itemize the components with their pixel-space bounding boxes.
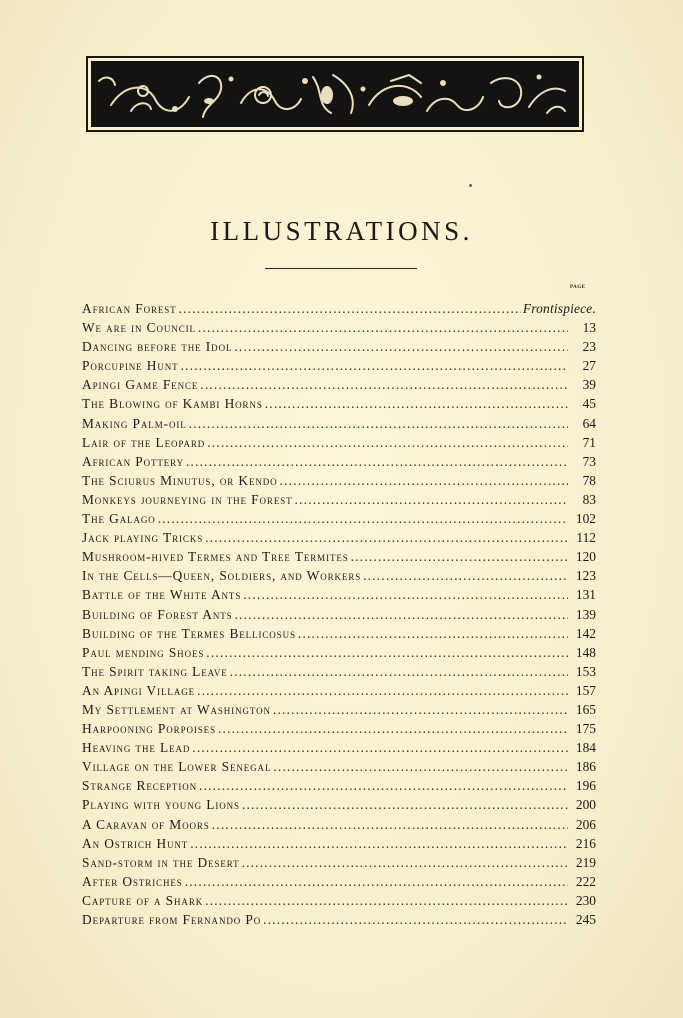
dot-leader — [298, 624, 568, 643]
ornamental-banner — [86, 56, 584, 132]
page-column-label: PAGE — [570, 285, 586, 290]
page-number: 245 — [575, 912, 596, 927]
illustration-title: The Galago — [82, 511, 156, 527]
illustration-title: A Caravan of Moors — [82, 816, 210, 832]
dot-leader — [189, 414, 568, 433]
dot-leader — [198, 318, 568, 337]
dot-leader — [192, 738, 568, 757]
illustration-title: We are in Council — [82, 320, 196, 336]
list-item — [82, 585, 596, 604]
page-number: 45 — [582, 396, 596, 412]
dot-leader — [242, 853, 568, 872]
page-number: 148 — [575, 644, 596, 660]
illustrations-list — [82, 299, 596, 929]
illustration-title: Sand-storm in the Desert — [82, 854, 240, 870]
list-item — [82, 700, 596, 719]
list-item — [82, 356, 596, 375]
list-item — [82, 605, 596, 624]
page-number: 184 — [575, 740, 596, 756]
illustration-title: Paul mending Shoes — [82, 644, 205, 660]
illustration-title: Capture of a Shark — [82, 892, 204, 908]
illustration-title: Harpooning Porpoises — [82, 721, 216, 737]
dot-leader — [158, 509, 568, 528]
page-number: 219 — [575, 854, 596, 870]
page-number: 200 — [575, 797, 596, 813]
illustration-title: After Ostriches — [82, 873, 183, 889]
page-number: 120 — [575, 549, 596, 565]
list-item — [82, 815, 596, 834]
dot-leader — [205, 528, 568, 547]
list-item — [82, 490, 596, 509]
list-item — [82, 337, 596, 356]
dot-leader — [212, 815, 568, 834]
list-item — [82, 299, 596, 318]
dot-leader — [243, 585, 568, 604]
illustration-title: An Ostrich Hunt — [82, 835, 189, 851]
illustration-title: Heaving the Lead — [82, 740, 191, 756]
list-item — [82, 375, 596, 394]
dot-leader — [235, 605, 568, 624]
banner-engraving — [91, 61, 579, 127]
page-number: 131 — [575, 587, 596, 603]
illustration-title: Strange Reception — [82, 778, 198, 794]
list-item — [82, 834, 596, 853]
dot-leader — [230, 662, 568, 681]
page-number: 196 — [575, 778, 596, 794]
dot-leader — [351, 547, 568, 566]
page-number: 142 — [575, 625, 596, 641]
page-number: 230 — [575, 892, 596, 908]
dot-leader — [295, 490, 568, 509]
dot-leader — [363, 566, 568, 585]
dot-leader — [185, 872, 568, 891]
illustration-title: Village on the Lower Senegal — [82, 759, 272, 775]
list-item — [82, 452, 596, 471]
illustration-title: My Settlement at Washington — [82, 701, 271, 717]
dot-leader — [200, 375, 568, 394]
dot-leader — [186, 452, 568, 471]
page-number: 216 — [575, 835, 596, 851]
dot-leader — [206, 643, 568, 662]
list-item — [82, 719, 596, 738]
dot-leader — [242, 795, 568, 814]
page-number: 153 — [575, 663, 596, 679]
list-item — [82, 853, 596, 872]
page-number: 64 — [582, 415, 596, 431]
list-item — [82, 776, 596, 795]
list-item — [82, 394, 596, 413]
list-item — [82, 433, 596, 452]
page-number: 13 — [582, 320, 596, 336]
page-number: 222 — [575, 873, 596, 889]
illustration-title: Apingi Game Fence — [82, 377, 199, 393]
illustration-title: An Apingi Village — [82, 682, 196, 698]
dot-leader — [207, 433, 568, 452]
list-item — [82, 547, 596, 566]
page-number: 78 — [582, 472, 596, 488]
list-item — [82, 795, 596, 814]
illustration-title: African Pottery — [82, 453, 184, 469]
illustration-title: Playing with young Lions — [82, 797, 240, 813]
page-number: 186 — [575, 759, 596, 775]
list-item — [82, 910, 596, 929]
page-number: 157 — [575, 682, 596, 698]
ink-speck — [469, 184, 472, 187]
page-number: 139 — [575, 606, 596, 622]
page-number: 73 — [582, 453, 596, 469]
illustration-title: Making Palm-oil — [82, 415, 187, 431]
dot-leader — [199, 776, 568, 795]
page-number: 165 — [575, 701, 596, 717]
illustration-title: Monkeys journeying in the Forest — [82, 491, 293, 507]
title-rule — [265, 268, 417, 269]
list-item — [82, 566, 596, 585]
page-number: 39 — [582, 377, 596, 393]
dot-leader — [179, 299, 521, 318]
dot-leader — [205, 891, 568, 910]
page-number: 123 — [575, 568, 596, 584]
illustration-title: Lair of the Leopard — [82, 434, 206, 450]
illustration-title: Jack playing Tricks — [82, 530, 204, 546]
illustration-title: Departure from Fernando Po — [82, 912, 262, 927]
illustration-title: Building of the Termes Bellicosus — [82, 625, 296, 641]
page-number: 206 — [575, 816, 596, 832]
illustration-title: African Forest — [82, 301, 177, 316]
list-item — [82, 414, 596, 433]
dot-leader — [197, 681, 568, 700]
dot-leader — [280, 471, 568, 490]
list-item — [82, 624, 596, 643]
dot-leader — [273, 757, 568, 776]
list-item — [82, 681, 596, 700]
page-number: Frontispiece. — [522, 301, 596, 316]
illustration-title: Building of Forest Ants — [82, 606, 233, 622]
illustration-title: Mushroom-hived Termes and Tree Termites — [82, 549, 349, 565]
ornament-image — [91, 61, 579, 127]
list-item — [82, 509, 596, 528]
list-item — [82, 471, 596, 490]
illustration-title: In the Cells—Queen, Soldiers, and Workers — [82, 568, 362, 584]
list-item — [82, 318, 596, 337]
list-item — [82, 662, 596, 681]
page-number: 102 — [575, 511, 596, 527]
illustration-title: The Sciurus Minutus, or Kendo — [82, 472, 278, 488]
page-number: 175 — [575, 721, 596, 737]
page-number: 112 — [576, 530, 596, 546]
dot-leader — [265, 394, 568, 413]
illustration-title: Porcupine Hunt — [82, 358, 179, 374]
illustration-title: The Blowing of Kambi Horns — [82, 396, 263, 412]
page-number: 83 — [582, 491, 596, 507]
list-item — [82, 872, 596, 891]
illustration-title: The Spirit taking Leave — [82, 663, 228, 679]
list-item — [82, 891, 596, 910]
dot-leader — [234, 337, 568, 356]
dot-leader — [218, 719, 568, 738]
dot-leader — [181, 356, 568, 375]
dot-leader — [273, 700, 568, 719]
illustration-title: Battle of the White Ants — [82, 587, 242, 603]
page-number: 23 — [582, 339, 596, 355]
dot-leader — [190, 834, 568, 853]
page-number: 27 — [582, 358, 596, 374]
page-number: 71 — [582, 434, 596, 450]
dot-leader — [263, 910, 568, 929]
illustration-title: Dancing before the Idol — [82, 339, 233, 355]
list-item — [82, 757, 596, 776]
list-item — [82, 528, 596, 547]
page-title: ILLUSTRATIONS. — [210, 216, 473, 246]
list-item — [82, 738, 596, 757]
list-item — [82, 643, 596, 662]
